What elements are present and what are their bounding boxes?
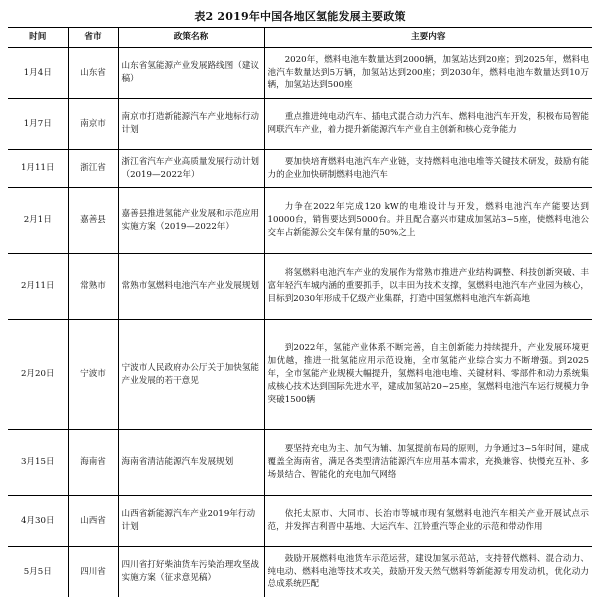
cell-policy: 浙江省汽车产业高质量发展行动计划（2019—2022年）: [118, 150, 264, 188]
cell-province: 常熟市: [68, 254, 118, 320]
cell-content: 2020年，燃料电池车数量达到2000辆，加氢站达到20座；到2025年，燃料电池汽车数量达到5万辆，加氢站达到200座；到2030年，燃料电池车数量达到10万辆，加氢站达到500座: [264, 48, 592, 99]
cell-policy: 嘉善县推进氢能产业发展和示范应用实施方案（2019—2022年）: [118, 188, 264, 254]
table-row: [8, 547, 592, 597]
cell-date: 1月11日: [8, 150, 68, 188]
table-row: [8, 430, 592, 496]
cell-policy: 山东省氢能源产业发展路线图（建议稿）: [118, 48, 264, 99]
policy-table: [8, 27, 592, 597]
table-row: [8, 496, 592, 547]
cell-content: 重点推进纯电动汽车、插电式混合动力汽车、燃料电池汽车开发，积极布局智能网联汽车产业，着力提升新能源汽车产业自主创新和核心竞争能力: [264, 99, 592, 150]
table-header: [8, 28, 592, 48]
cell-content: 力争在2022年完成120 kW的电堆设计与开发，燃料电池汽车产能要达到10000台，销售要达到5000台。并且配合嘉兴市建成加氢站3~5座，使燃料电池公交车占新能源公交车保有量的50%之上: [264, 188, 592, 254]
cell-content: 依托太原市、大同市、长治市等城市现有氢燃料电池汽车相关产业开展试点示范，并发挥吉利晋中基地、大运汽车、江铃重汽等企业的示范和带动作用: [264, 496, 592, 547]
header-policy: 政策名称: [118, 28, 264, 48]
cell-date: 2月20日: [8, 320, 68, 430]
table-row: [8, 99, 592, 150]
header-content: 主要内容: [264, 28, 592, 48]
cell-policy: 宁波市人民政府办公厅关于加快氢能产业发展的若干意见: [118, 320, 264, 430]
table-row: [8, 48, 592, 99]
cell-date: 3月15日: [8, 430, 68, 496]
cell-province: 山东省: [68, 48, 118, 99]
header-row: [8, 28, 592, 48]
cell-date: 2月11日: [8, 254, 68, 320]
cell-content: 要加快培育燃料电池汽车产业链，支持燃料电池电堆等关键技术研发，鼓励有能力的企业加快研制燃料电池汽车: [264, 150, 592, 188]
cell-date: 1月4日: [8, 48, 68, 99]
cell-policy: 四川省打好柴油货车污染治理攻坚战实施方案（征求意见稿）: [118, 547, 264, 597]
cell-province: 山西省: [68, 496, 118, 547]
cell-date: 5月5日: [8, 547, 68, 597]
cell-province: 四川省: [68, 547, 118, 597]
cell-content: 将氢燃料电池汽车产业的发展作为常熟市推进产业结构调整、科技创新突破、丰富年轻汽车城内涵的重要抓手，以丰田为技术支撑，氢燃料电池汽车产业园为核心，目标到2030年形成千亿级产业集群，打造中国氢燃料电池汽车新高地: [264, 254, 592, 320]
cell-province: 海南省: [68, 430, 118, 496]
cell-policy: 南京市打造新能源汽车产业地标行动计划: [118, 99, 264, 150]
table-row: [8, 320, 592, 430]
cell-content: 鼓励开展燃料电池货车示范运营，建设加氢示范站，支持替代燃料、混合动力、纯电动、燃料电池等技术攻关，鼓励开发天然气燃料等新能源专用发动机，优化动力总成系统匹配: [264, 547, 592, 597]
cell-date: 4月30日: [8, 496, 68, 547]
table-body: [8, 48, 592, 597]
cell-province: 浙江省: [68, 150, 118, 188]
cell-date: 1月7日: [8, 99, 68, 150]
cell-province: 南京市: [68, 99, 118, 150]
cell-date: 2月1日: [8, 188, 68, 254]
cell-content: 到2022年，氢能产业体系不断完善，自主创新能力持续提升，产业发展环境更加优越，推进一批氢能应用示范设施，全市氢能产业综合实力不断增强。到2025年，全市氢能产业规模大幅提升，氢燃料电池电堆、关键材料、零部件和动力系统集成核心技术达到国际先进水平，建成加氢站20~25座，氢燃料电池汽车运行规模力争突破1500辆: [264, 320, 592, 430]
table-row: [8, 150, 592, 188]
table-row: [8, 254, 592, 320]
header-date: 时间: [8, 28, 68, 48]
cell-policy: 山西省新能源汽车产业2019年行动计划: [118, 496, 264, 547]
cell-policy: 常熟市氢燃料电池汽车产业发展规划: [118, 254, 264, 320]
table-row: [8, 188, 592, 254]
cell-content: 要坚持充电为主、加气为辅、加氢提前布局的原则，力争通过3~5年时间，建成覆盖全海南省，满足各类型清洁能源汽车应用基本需求，充换兼容、快慢充互补、多场景结合、智能化的充电加气网络: [264, 430, 592, 496]
header-province: 省市: [68, 28, 118, 48]
cell-policy: 海南省清洁能源汽车发展规划: [118, 430, 264, 496]
cell-province: 宁波市: [68, 320, 118, 430]
table-caption: 表2 2019年中国各地区氢能发展主要政策: [194, 10, 406, 23]
cell-province: 嘉善县: [68, 188, 118, 254]
